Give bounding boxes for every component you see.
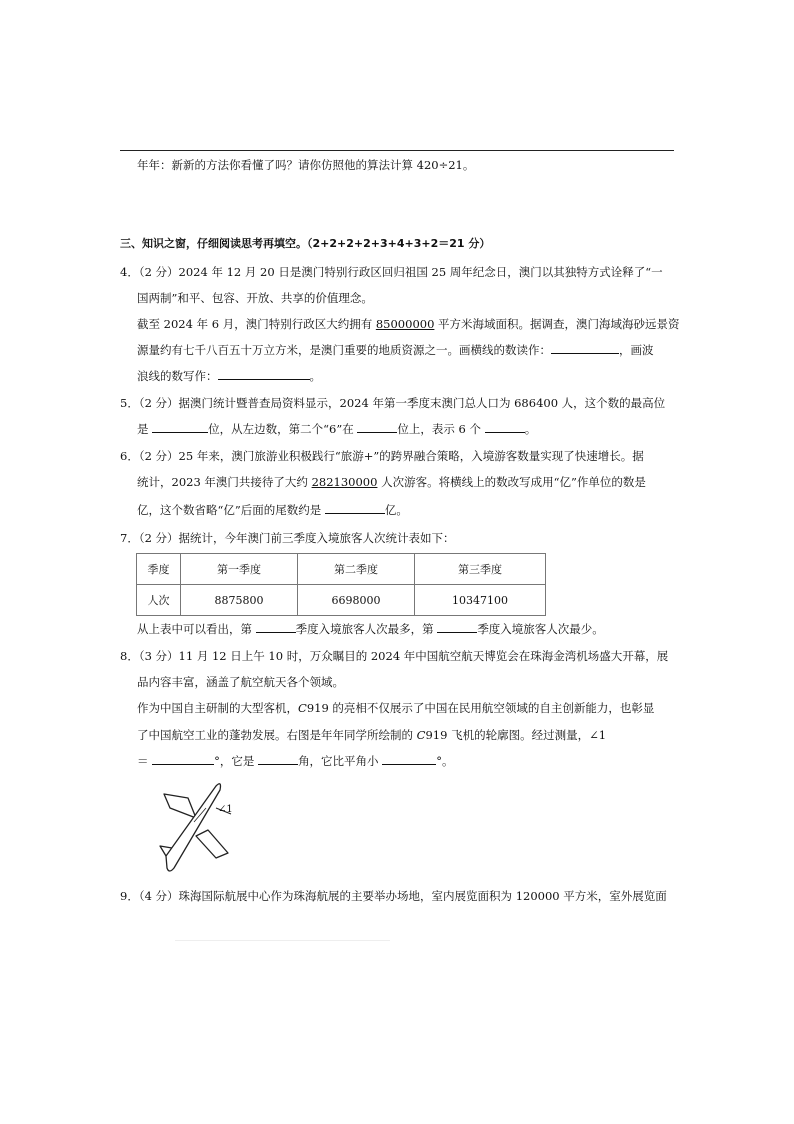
q6-line3: 亿，这个数省略“亿”后面的尾数约是 亿。 (137, 503, 408, 517)
answer-blank-top-place[interactable] (152, 421, 208, 433)
q4-line5: 浪线的数写作： 。 (137, 369, 321, 383)
q8-line3: 作为中国自主研制的大型客机，C919 的亮相不仅展示了中国在民用航空领域的自主创新能力，也彰显 (137, 701, 655, 715)
section3-title: 三、知识之窗，仔细阅读思考再填空。（2+2+2+2+3+4+3+2＝21 分） (120, 237, 491, 250)
header-rule (120, 150, 674, 151)
table-header-cell: 季度 (137, 554, 181, 585)
underlined-number: 85000000 (375, 317, 435, 331)
q8-line1: 8．（3 分）11 月 12 日上午 10 时，万众瞩目的 2024 年中国航空航天博览会在珠海金湾机场盛大开幕，展 (120, 649, 669, 663)
c919-airplane-figure (136, 778, 246, 878)
answer-blank-read[interactable] (551, 342, 619, 354)
q6-line2: 统计，2023 年澳门共接待了大约 282130000 人次游客。将横线上的数改写成用“亿”作单位的数是 (137, 475, 646, 489)
angle-label: ∠1 (218, 804, 233, 815)
answer-blank-second-six-place[interactable] (357, 421, 397, 433)
table-cell: 8875800 (181, 585, 298, 616)
answer-blank-angle-degrees[interactable] (152, 753, 214, 765)
table-header-cell: 第三季度 (415, 554, 546, 585)
top-note: 年年：新新的方法你看懂了吗？请你仿照他的算法计算 420÷21。 (137, 158, 475, 172)
underlined-number: 282130000 (311, 475, 378, 489)
answer-blank-angle-type[interactable] (258, 753, 298, 765)
table-row (137, 585, 546, 616)
table-header-row (137, 554, 546, 585)
answer-blank-less-than-straight[interactable] (382, 753, 436, 765)
table-row-label: 人次 (137, 585, 181, 616)
left-wing (164, 794, 196, 818)
right-wing (196, 830, 228, 858)
q7-after: 从上表中可以看出，第 季度入境旅客人次最多，第 季度入境旅客人次最少。 (137, 622, 604, 636)
q4-line3: 截至 2024 年 6 月，澳门特别行政区大约拥有 85000000 平方米海域面积。据调查，澳门海域海砂远景资 (137, 317, 680, 331)
answer-blank-write[interactable] (218, 368, 310, 380)
q8-line2: 品内容丰富，涵盖了航空航天各个领域。 (137, 675, 344, 689)
table-header-cell: 第一季度 (181, 554, 298, 585)
q8-line4: 了中国航空工业的蓬勃发展。右图是年年同学所绘制的 C919 飞机的轮廓图。经过测量，∠1 (137, 728, 607, 742)
q6-line1: 6．（2 分）25 年来，澳门旅游业积极践行“旅游+”的跨界融合策略，入境游客数量实现了快速增长。据 (120, 449, 644, 463)
faint-divider (175, 940, 390, 941)
q5-line1: 5．（2 分）据澳门统计暨普查局资料显示，2024 年第一季度末澳门总人口为 686400 人，这个数的最高位 (120, 396, 666, 410)
q4-line4: 源量约有七千八百五十万立方米，是澳门重要的地质资源之一。画横线的数读作： ，画波 (137, 343, 654, 357)
answer-blank-approx-yi[interactable] (325, 502, 385, 514)
answer-blank-six-units[interactable] (485, 421, 525, 433)
q8-line5: ＝ °，它是 角，它比平角小 °。 (137, 754, 454, 768)
q7-line1: 7．（2 分）据统计，今年澳门前三季度入境旅客人次统计表如下： (120, 531, 455, 545)
table-cell: 10347100 (415, 585, 546, 616)
table-cell: 6698000 (298, 585, 415, 616)
q5-line2: 是 位，从左边数，第二个“6”在 位上，表示 6 个 。 (137, 422, 537, 436)
q4-line1: 4．（2 分）2024 年 12 月 20 日是澳门特别行政区回归祖国 25 周年纪念日，澳门以其独特方式诠释了“一 (120, 265, 663, 279)
answer-blank-most[interactable] (256, 621, 296, 633)
wavy-underlined-number: 七千八百五十万立方米 (183, 343, 298, 357)
answer-blank-least[interactable] (437, 621, 477, 633)
table-header-cell: 第二季度 (298, 554, 415, 585)
visitor-stats-table (136, 553, 546, 616)
q4-line2: 国两制”和平、包容、开放、共享的价值理念。 (137, 291, 373, 305)
q9-line1: 9．（4 分）珠海国际航展中心作为珠海航展的主要举办场地，室内展览面积为 120000 平方米，室外展览面 (120, 889, 667, 903)
